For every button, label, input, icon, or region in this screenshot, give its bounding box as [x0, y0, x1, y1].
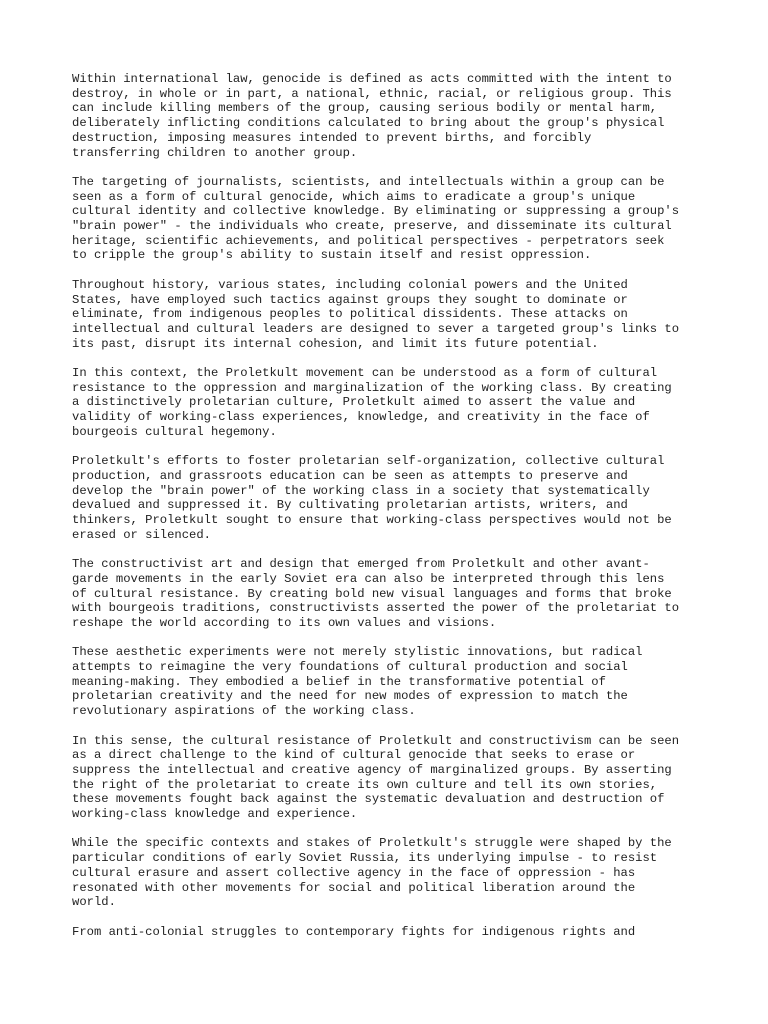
paragraph-constructivist-art: The constructivist art and design that emerged from Proletkult and other avant- garde movements in the early Soviet era can also be interpreted through this lens of cultural resistance. By creating bold new visual languages and forms that broke with bourgeois traditions, constructivists asserted the power of the proletariat to reshape the world according to its own values and visions. [72, 557, 680, 630]
paragraph-anti-colonial: From anti-colonial struggles to contemporary fights for indigenous rights and [72, 924, 636, 939]
paragraph-proletkult-resistance: In this context, the Proletkult movement can be understood as a form of cultural resistance to the oppression and marginalization of the working class. By creating a distinctively proletarian culture, Proletkult aimed to assert the value and validity of working-class experiences, knowledge, and creativity in the face of bourgeois cultural hegemony. [72, 366, 672, 439]
paragraph-historical-tactics: Throughout history, various states, including colonial powers and the United States, have employed such tactics against groups they sought to dominate or eliminate, from indigenous peoples to political dissidents. These attacks on intellectual and cultural leaders are designed to sever a targeted group's links to its past, disrupt its internal cohesion, and limit its future potential. [72, 277, 680, 351]
paragraph-proletkult-efforts: Proletkult's efforts to foster proletarian self-organization, collective cultural production, and grassroots education can be seen as attempts to preserve and develop the "brain power" of the working class in a society that systematically devalued and suppressed it. By cultivating proletarian artists, writers, and thinkers, Proletkult sought to ensure that working-class perspectives would not be erased or silenced. [72, 454, 672, 542]
paragraph-genocide-definition: Within international law, genocide is defined as acts committed with the intent to destroy, in whole or in part, a national, ethnic, racial, or religious group. This can include killing members of the group, causing serious bodily or mental harm, deliberately inflicting conditions calculated to bring about the group's physical destruction, imposing measures intended to prevent births, and forcibly transferring children to another group. [72, 72, 672, 160]
paragraph-cultural-genocide: The targeting of journalists, scientists, and intellectuals within a group can be seen as a form of cultural genocide, which aims to eradicate a group's unique cultural identity and collective knowledge. By eliminating or suppressing a group's "brain power" - the individuals who create, preserve, and disseminate its cultural heritage, scientific achievements, and political perspectives - perpetrators seek to cripple the group's ability to sustain itself and resist oppression. [72, 174, 680, 263]
document-body [72, 72, 712, 954]
paragraph-underlying-impulse: While the specific contexts and stakes of Proletkult's struggle were shaped by the particular conditions of early Soviet Russia, its underlying impulse - to resist cultural erasure and assert collective agency in the face of oppression - has resonated with other movements for social and political liberation around the world. [72, 836, 672, 910]
paragraph-direct-challenge: In this sense, the cultural resistance of Proletkult and constructivism can be seen as a direct challenge to the kind of cultural genocide that seeks to erase or suppress the intellectual and creative agency of marginalized groups. By asserting the right of the proletariat to create its own culture and tell its own stories, these movements fought back against the systematic devaluation and destruction of working-class knowledge and experience. [72, 733, 680, 822]
paragraph-aesthetic-experiments: These aesthetic experiments were not merely stylistic innovations, but radical attempts to reimagine the very foundations of cultural production and social meaning-making. They embodied a belief in the transformative potential of proletarian creativity and the need for new modes of expression to match the revolutionary aspirations of the working class. [72, 645, 643, 719]
